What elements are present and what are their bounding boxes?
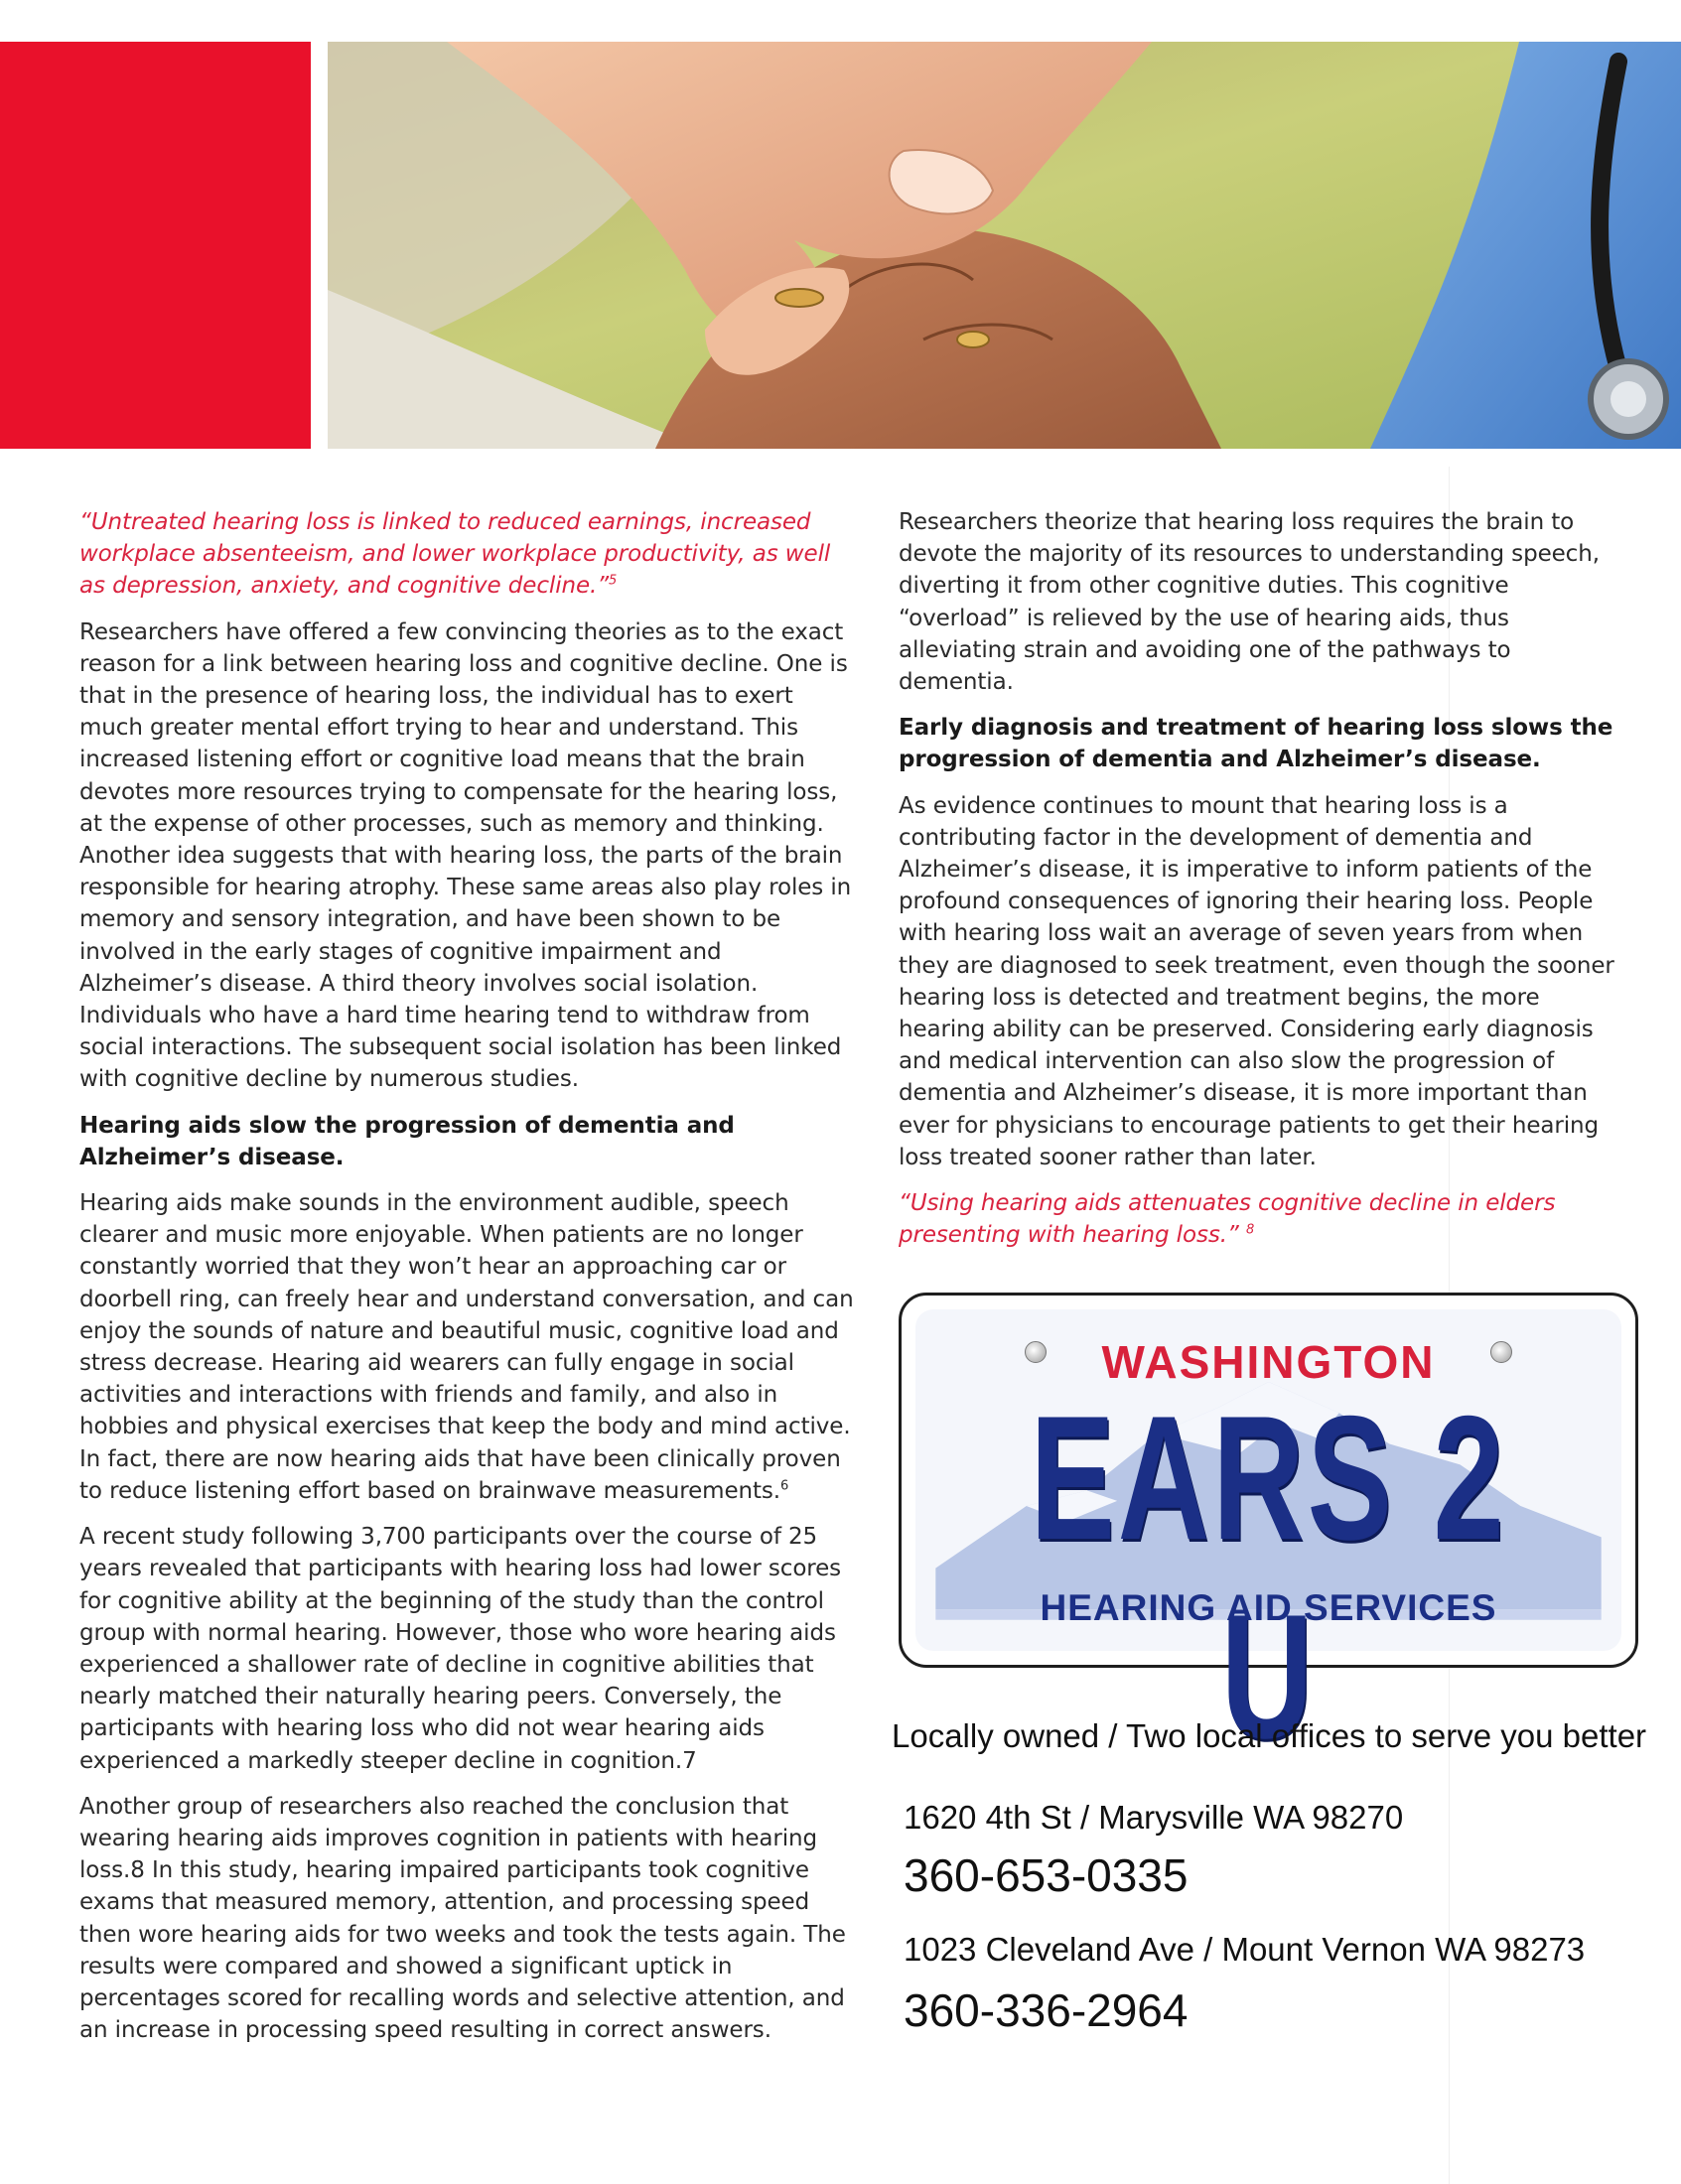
pull-quote-text: “Using hearing aids attenuates cognitive decline in elders presenting with hearing loss.” — [899, 1190, 1556, 1249]
pull-quote-attenuates — [899, 1187, 1623, 1251]
plate-main-text: EARS 2 U — [1030, 1379, 1507, 1775]
footnote-ref: 6 — [780, 1478, 789, 1494]
hands-photo-illustration — [328, 42, 1681, 449]
hands-photo — [328, 42, 1681, 449]
paragraph-hearing-aids-text: Hearing aids make sounds in the environment audible, speech clearer and music more enjoyable. When patients are no longer constantly worried that they won’t hear an approaching car or doorbell ring, can freely hear and understand conversation, and can enjoy the sounds of nature and beautiful music, cognitive load and stress decrease. Hearing aid wearers can fully engage in social activities and interactions with friends and family, and also in hobbies and physical exercises that keep the body and mind active. In fact, there are now hearing aids that have been clinically proven to reduce listening effort based on brainwave measurements. — [79, 1190, 854, 1504]
plate-state-name: WASHINGTON — [1101, 1336, 1436, 1388]
left-column — [79, 506, 854, 2060]
pull-quote-earnings — [79, 506, 854, 603]
phone-mount-vernon: 360-336-2964 — [904, 1984, 1189, 2036]
pull-quote-text: “Untreated hearing loss is linked to reduced earnings, increased workplace absenteeism, and lower workplace productivity, as well as depression, anxiety, and cognitive decline.” — [79, 509, 831, 600]
address-marysville: 1620 4th St / Marysville WA 98270 — [904, 1799, 1404, 1836]
paragraph-second-study: Another group of researchers also reached the conclusion that wearing hearing aids improves cognition in patients with hearing loss.8 In this study, hearing impaired participants took cognitive exams that measured memory, attention, and processing speed then wore hearing aids for two weeks and took the tests again. The results were compared and showed a significant uptick in percentages scored for recalling words and selective attention, and an increase in processing speed resulting in correct answers. — [79, 1793, 846, 2044]
plate-subtitle: HEARING AID SERVICES — [1040, 1587, 1497, 1628]
footnote-ref: 8 — [1245, 1222, 1255, 1238]
red-accent-block — [0, 42, 311, 449]
address-mount-vernon: 1023 Cleveland Ave / Mount Vernon WA 98273 — [904, 1931, 1586, 1968]
paragraph-hearing-aids — [79, 1187, 854, 1507]
paragraph-early-diagnosis: As evidence continues to mount that hearing loss is a contributing factor in the development of dementia and Alzheimer’s disease, it is imperative to inform patients of the profound consequences of ignoring their hearing loss. People with hearing loss wait an average of seven years from when they are diagnosed to seek treatment, even though the sooner hearing loss is detected and treatment begins, the more hearing ability can be preserved. Considering early diagnosis and medical intervention can also slow the progression of dementia and Alzheimer’s disease, it is more important than ever for physicians to encourage patients to get their hearing loss treated sooner rather than later. — [899, 792, 1614, 1170]
phone-marysville: 360-653-0335 — [904, 1849, 1189, 1901]
section-heading-hearing-aids: Hearing aids slow the progression of dementia and Alzheimer’s disease. — [79, 1112, 735, 1170]
section-heading-early-diagnosis: Early diagnosis and treatment of hearing loss slows the progression of dementia and Alzheimer’s disease. — [899, 715, 1613, 773]
right-column — [899, 506, 1623, 1265]
tagline: Locally owned / Two local offices to serve you better — [892, 1717, 1647, 1754]
paragraph-overload: Researchers theorize that hearing loss requires the brain to devote the majority of its resources to understanding speech, diverting it from other cognitive duties. This cognitive “overload” is relieved by the use of hearing aids, thus alleviating strain and avoiding one of the pathways to dementia. — [899, 509, 1600, 696]
paragraph-study-3700: A recent study following 3,700 participants over the course of 25 years revealed that participants with hearing loss had lower scores for cognitive ability at the beginning of the study than the control group with normal hearing. However, those who wore hearing aids experienced a shallower rate of decline in cognitive abilities that nearly matched their naturally hearing peers. Conversely, the participants with hearing loss who did not wear hearing aids experienced a markedly steeper decline in cognition.7 — [79, 1524, 842, 1774]
paragraph-theories: Researchers have offered a few convincing theories as to the exact reason for a link between hearing loss and cognitive decline. One is that in the presence of hearing loss, the individual has to exert much greater mental effort trying to hear and understand. This increased listening effort or cognitive load means that the brain devotes more resources trying to compensate for the hearing loss, at the expense of other processes, such as memory and thinking. Another idea suggests that with hearing loss, the parts of the brain responsible for hearing atrophy. These same areas also play roles in memory and sensory integration, and have been shown to be involved in the early stages of cognitive impairment and Alzheimer’s disease. A third theory involves social isolation. Individuals who have a hard time hearing tend to withdraw from social interactions. The subsequent social isolation has been linked with cognitive decline by numerous studies. — [79, 618, 852, 1093]
footnote-ref: 5 — [609, 573, 618, 589]
